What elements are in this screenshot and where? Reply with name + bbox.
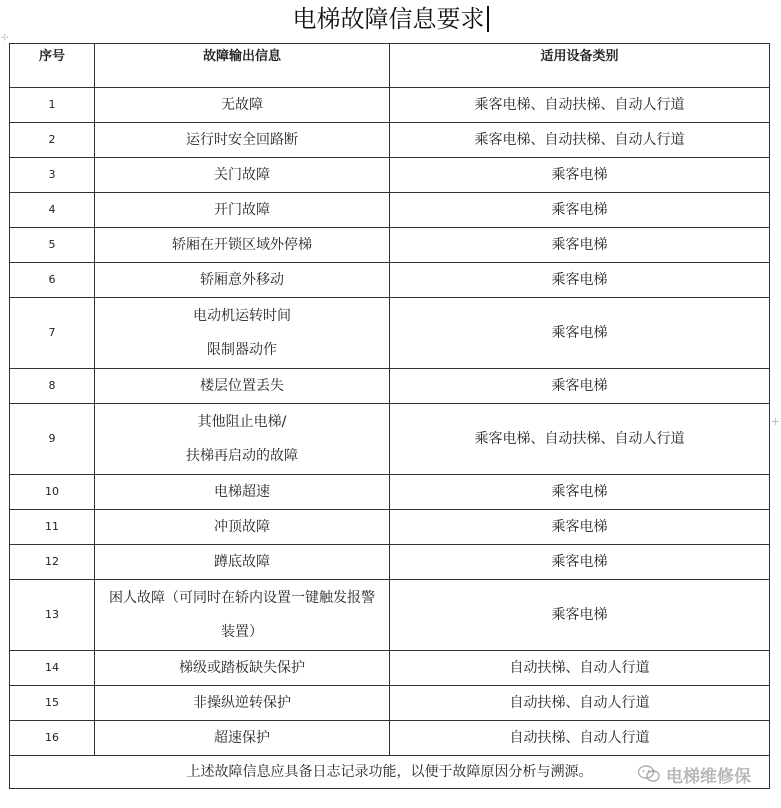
watermark-text: 电梯维修保 [666, 766, 751, 787]
row-number: 11 [10, 510, 95, 545]
fault-info-cell [95, 721, 390, 756]
table-row [10, 193, 770, 228]
table-row [10, 263, 770, 298]
table-row [10, 88, 770, 123]
row-number: 2 [10, 123, 95, 158]
fault-info-cell [95, 158, 390, 193]
fault-info-line: 电梯超速 [214, 484, 270, 500]
fault-info-cell [95, 228, 390, 263]
table-header-row [10, 44, 770, 88]
header-no: 序号 [10, 44, 95, 88]
fault-info-line: 电动机运转时间 [193, 308, 291, 324]
table-row [10, 510, 770, 545]
fault-info-line: 冲顶故障 [214, 519, 270, 535]
fault-info-cell [95, 404, 390, 475]
row-number: 6 [10, 263, 95, 298]
device-type-cell: 乘客电梯、自动扶梯、自动人行道 [390, 404, 770, 475]
fault-info-cell [95, 651, 390, 686]
device-type-cell: 乘客电梯 [390, 369, 770, 404]
row-number: 16 [10, 721, 95, 756]
wechat-icon [638, 765, 660, 783]
fault-info-line: 轿厢在开锁区域外停梯 [172, 237, 312, 253]
row-number: 4 [10, 193, 95, 228]
fault-info-cell [95, 88, 390, 123]
device-type-cell: 乘客电梯、自动扶梯、自动人行道 [390, 88, 770, 123]
fault-info-cell [95, 298, 390, 369]
fault-info-cell [95, 686, 390, 721]
device-type-cell: 自动扶梯、自动人行道 [390, 721, 770, 756]
fault-info-line: 楼层位置丢失 [200, 378, 284, 394]
fault-info-cell [95, 369, 390, 404]
table-row [10, 475, 770, 510]
row-number: 1 [10, 88, 95, 123]
table-row [10, 298, 770, 369]
device-type-cell: 自动扶梯、自动人行道 [390, 651, 770, 686]
text-cursor [487, 6, 489, 32]
fault-info-cell [95, 510, 390, 545]
device-type-cell: 乘客电梯 [390, 510, 770, 545]
row-number: 13 [10, 580, 95, 651]
fault-info-line: 无故障 [221, 97, 263, 113]
table-row [10, 686, 770, 721]
device-type-cell: 乘客电梯 [390, 228, 770, 263]
fault-info-cell [95, 193, 390, 228]
table-row [10, 158, 770, 193]
device-type-cell: 乘客电梯 [390, 298, 770, 369]
header-fault-info: 故障输出信息 [95, 44, 390, 88]
row-number: 14 [10, 651, 95, 686]
table-row [10, 123, 770, 158]
device-type-cell: 自动扶梯、自动人行道 [390, 686, 770, 721]
row-number: 9 [10, 404, 95, 475]
row-number: 8 [10, 369, 95, 404]
fault-info-line: 开门故障 [214, 202, 270, 218]
table-row [10, 580, 770, 651]
table-row [10, 651, 770, 686]
table-row [10, 545, 770, 580]
fault-info-line: 装置） [221, 624, 263, 640]
fault-info-cell [95, 475, 390, 510]
fault-info-cell [95, 580, 390, 651]
table-row [10, 228, 770, 263]
row-number: 7 [10, 298, 95, 369]
fault-info-line: 蹲底故障 [214, 554, 270, 570]
row-insert-icon[interactable]: + [770, 415, 780, 428]
page-title [0, 2, 781, 36]
table-row [10, 721, 770, 756]
row-number: 5 [10, 228, 95, 263]
table-row [10, 369, 770, 404]
fault-info-line: 轿厢意外移动 [200, 272, 284, 288]
device-type-cell: 乘客电梯 [390, 193, 770, 228]
fault-info-cell [95, 123, 390, 158]
table-note: 上述故障信息应具备日志记录功能，以便于故障原因分析与溯源。 [10, 756, 770, 789]
fault-info-line: 限制器动作 [207, 342, 277, 358]
row-number: 3 [10, 158, 95, 193]
fault-info-line: 梯级或踏板缺失保护 [179, 660, 305, 676]
fault-info-line: 其他阻止电梯/ [197, 414, 287, 430]
fault-info-cell [95, 263, 390, 298]
fault-info-cell [95, 545, 390, 580]
device-type-cell: 乘客电梯、自动扶梯、自动人行道 [390, 123, 770, 158]
page-title-text: 电梯故障信息要求 [292, 5, 485, 33]
device-type-cell: 乘客电梯 [390, 263, 770, 298]
watermark [638, 759, 778, 789]
fault-info-line: 运行时安全回路断 [186, 132, 298, 148]
table-anchor-icon[interactable]: ⊹ [1, 33, 9, 43]
device-type-cell: 乘客电梯 [390, 580, 770, 651]
fault-table [9, 43, 770, 789]
row-number: 15 [10, 686, 95, 721]
table-row [10, 404, 770, 475]
row-number: 10 [10, 475, 95, 510]
fault-info-line: 困人故障（可同时在轿内设置一键触发报警 [109, 590, 375, 606]
fault-info-line: 非操纵逆转保护 [193, 695, 291, 711]
header-device-type: 适用设备类别 [390, 44, 770, 88]
device-type-cell: 乘客电梯 [390, 158, 770, 193]
device-type-cell: 乘客电梯 [390, 475, 770, 510]
fault-info-line: 扶梯再启动的故障 [186, 448, 298, 464]
fault-info-line: 超速保护 [214, 730, 270, 746]
row-number: 12 [10, 545, 95, 580]
device-type-cell: 乘客电梯 [390, 545, 770, 580]
fault-info-line: 关门故障 [214, 167, 270, 183]
